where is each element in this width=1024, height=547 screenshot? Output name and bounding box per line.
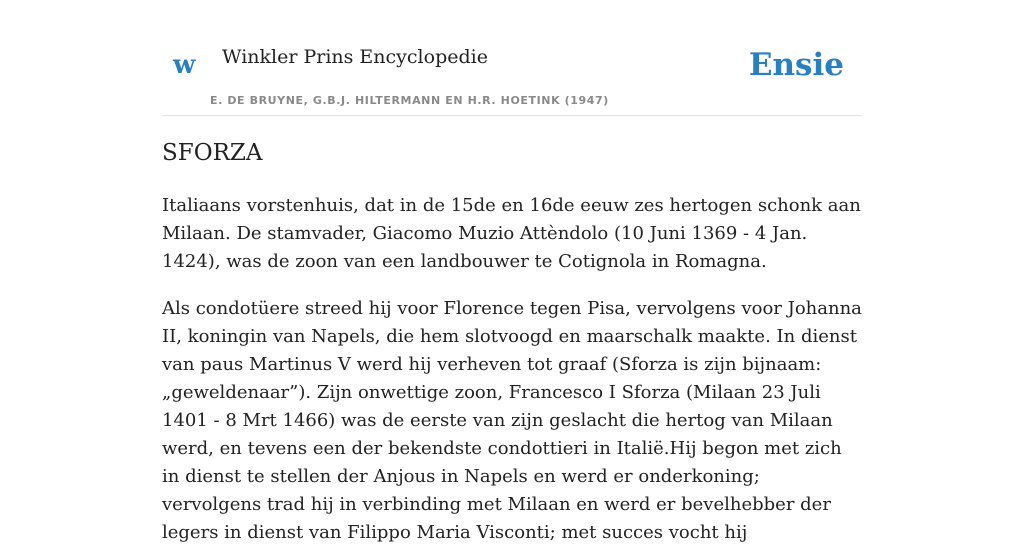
- entry-paragraph-1: Italiaans vorstenhuis, dat in de 15de en 16de eeuw zes hertogen schonk aan Milaan. De stamvader, Giacomo Muzio Attèndolo (10 Juni 1369 - 4 Jan. 1424), was de zoon van een landbouwer te Cotignola in Romagna.: [162, 195, 861, 272]
- page-container: [162, 0, 862, 543]
- publication-title-link[interactable]: Winkler Prins Encyclopedie: [222, 46, 488, 68]
- ensie-brand-logo[interactable]: Ensie: [748, 47, 844, 83]
- site-header: [162, 0, 862, 116]
- publication-authors: E. DE BRUYNE, G.B.J. HILTERMANN EN H.R. HOETINK (1947): [210, 94, 609, 107]
- entry-title: SFORZA: [162, 140, 263, 166]
- publication-logo-icon[interactable]: w: [173, 50, 196, 80]
- entry-paragraph-2: Als condotüere streed hij voor Florence tegen Pisa, vervolgens voor Johanna II, koningin van Napels, die hem slotvoogd en maarschalk maakte. In dienst van paus Martinus V werd hij verheven tot graaf (Sforza is zijn bijnaam: „geweldenaar”). Zijn onwettige zoon, Francesco I Sforza (Milaan 23 Juli 1401 - 8 Mrt 1466) was de eerste van zijn geslacht die hertog van Milaan werd, en tevens een der bekendste condottieri in Italië.Hij begon met zich in dienst te stellen der Anjous in Napels en werd er onderkoning; vervolgens trad hij in verbinding met Milaan en werd er bevelhebber der legers in dienst van Filippo Maria Visconti; met succes vocht hij: [162, 298, 862, 543]
